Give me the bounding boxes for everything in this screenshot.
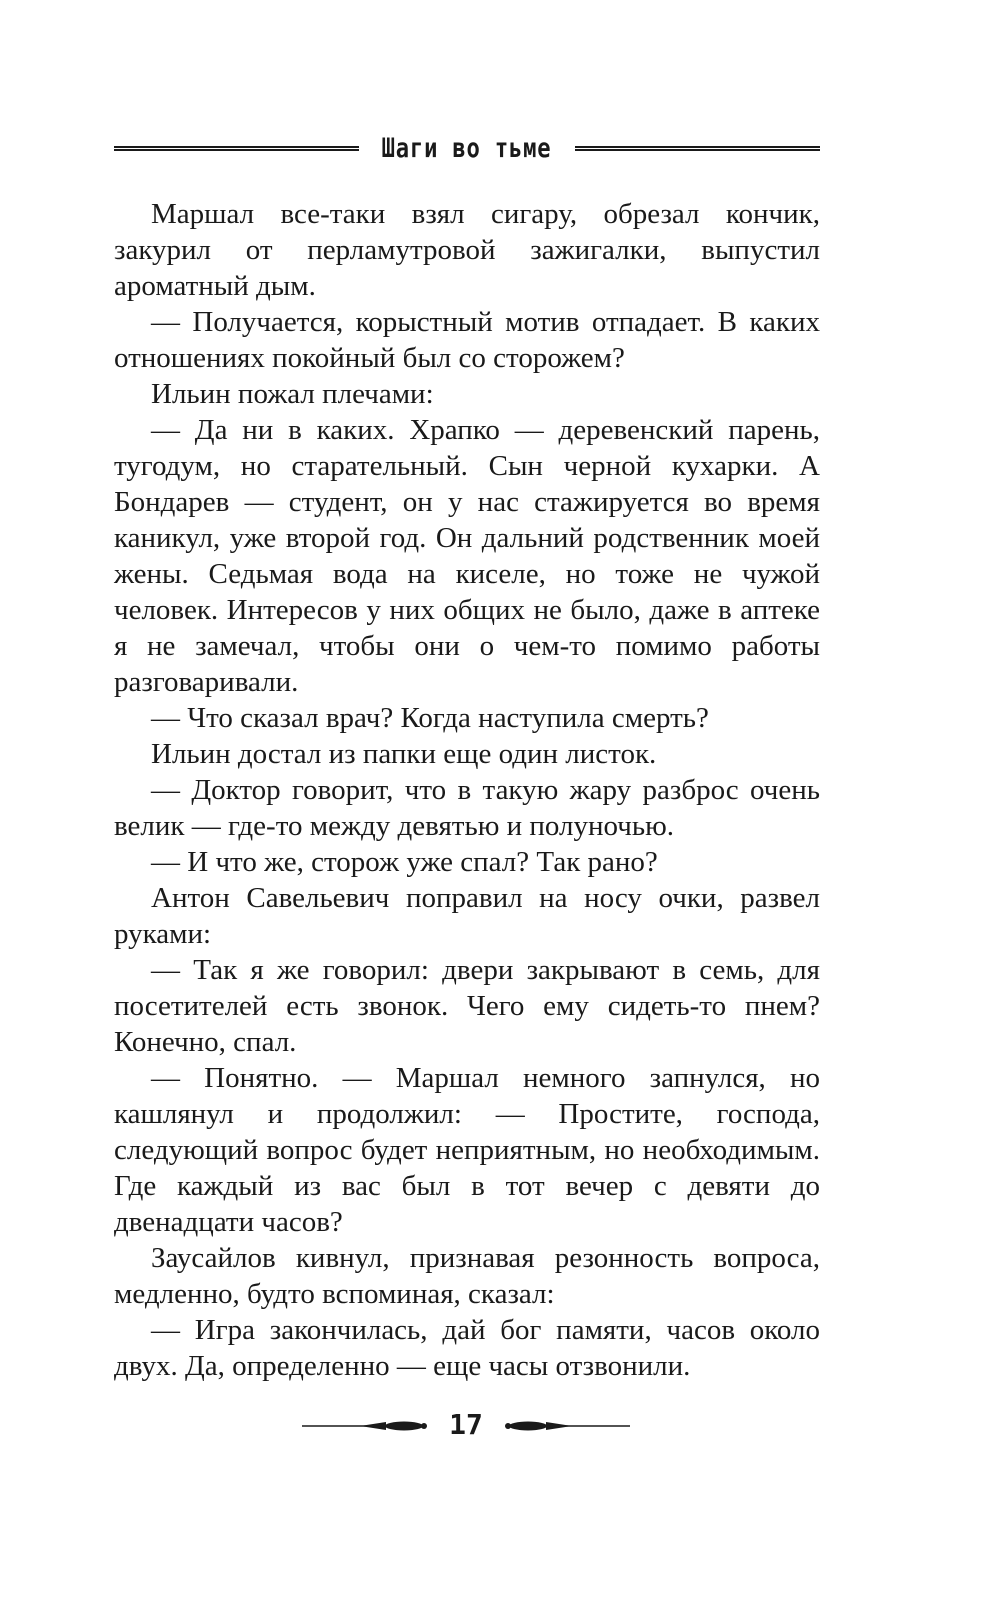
paragraph: — Получается, корыстный мотив отпадает. В каких отношениях покойный был со сторожем? — [114, 306, 820, 374]
running-header — [114, 128, 820, 168]
paragraph: — Понятно. — Маршал немного запнулся, но кашлянул и продолжил: — Простите, господа, следующий вопрос будет неприятным, но необходимым. Где каждый из вас был в тот вечер с девяти до двенадцати часов? — [114, 1062, 820, 1238]
paragraph: Ильин пожал плечами: — [151, 378, 434, 410]
paragraph: Маршал все-таки взял сигару, обрезал кончик, закурил от перламутровой зажигалки, выпустил ароматный дым. — [114, 198, 820, 302]
page-text — [114, 196, 820, 1384]
paragraph: Ильин достал из папки еще один листок. — [151, 738, 657, 770]
paragraph: — Игра закончилась, дай бог памяти, часов около двух. Да, определенно — еще часы отзвонили. — [114, 1314, 820, 1382]
paragraph: Антон Савельевич поправил на носу очки, развел руками: — [114, 882, 820, 950]
paragraph: — Да ни в каких. Храпко — деревенский парень, тугодум, но старательный. Сын черной кухарки. А Бондарев — студент, он у нас стажируется во время каникул, уже второй год. Он дальний родственник моей жены. Седьмая вода на киселе, но тоже не чужой человек. Интересов у них общих не было, даже в аптеке я не замечал, чтобы они о чем-то помимо работы разговаривали. — [114, 414, 820, 698]
book-title: Шаги во тьме — [382, 132, 552, 164]
paragraph: Заусайлов кивнул, признавая резонность вопроса, медленно, будто вспоминая, сказал: — [114, 1242, 820, 1310]
header-rule-left — [114, 146, 359, 151]
paragraph: — Доктор говорит, что в такую жару разброс очень велик — где-то между девятью и полуночью. — [114, 774, 820, 842]
page-number: 17 — [449, 1408, 483, 1441]
paragraph: — И что же, сторож уже спал? Так рано? — [151, 846, 658, 878]
page-footer — [300, 1404, 632, 1448]
header-rule-right — [575, 146, 820, 151]
paragraph: — Так я же говорил: двери закрывают в семь, для посетителей есть звонок. Чего ему сидеть-то пнем? Конечно, спал. — [114, 954, 820, 1058]
paragraph: — Что сказал врач? Когда наступила смерть? — [151, 702, 709, 734]
